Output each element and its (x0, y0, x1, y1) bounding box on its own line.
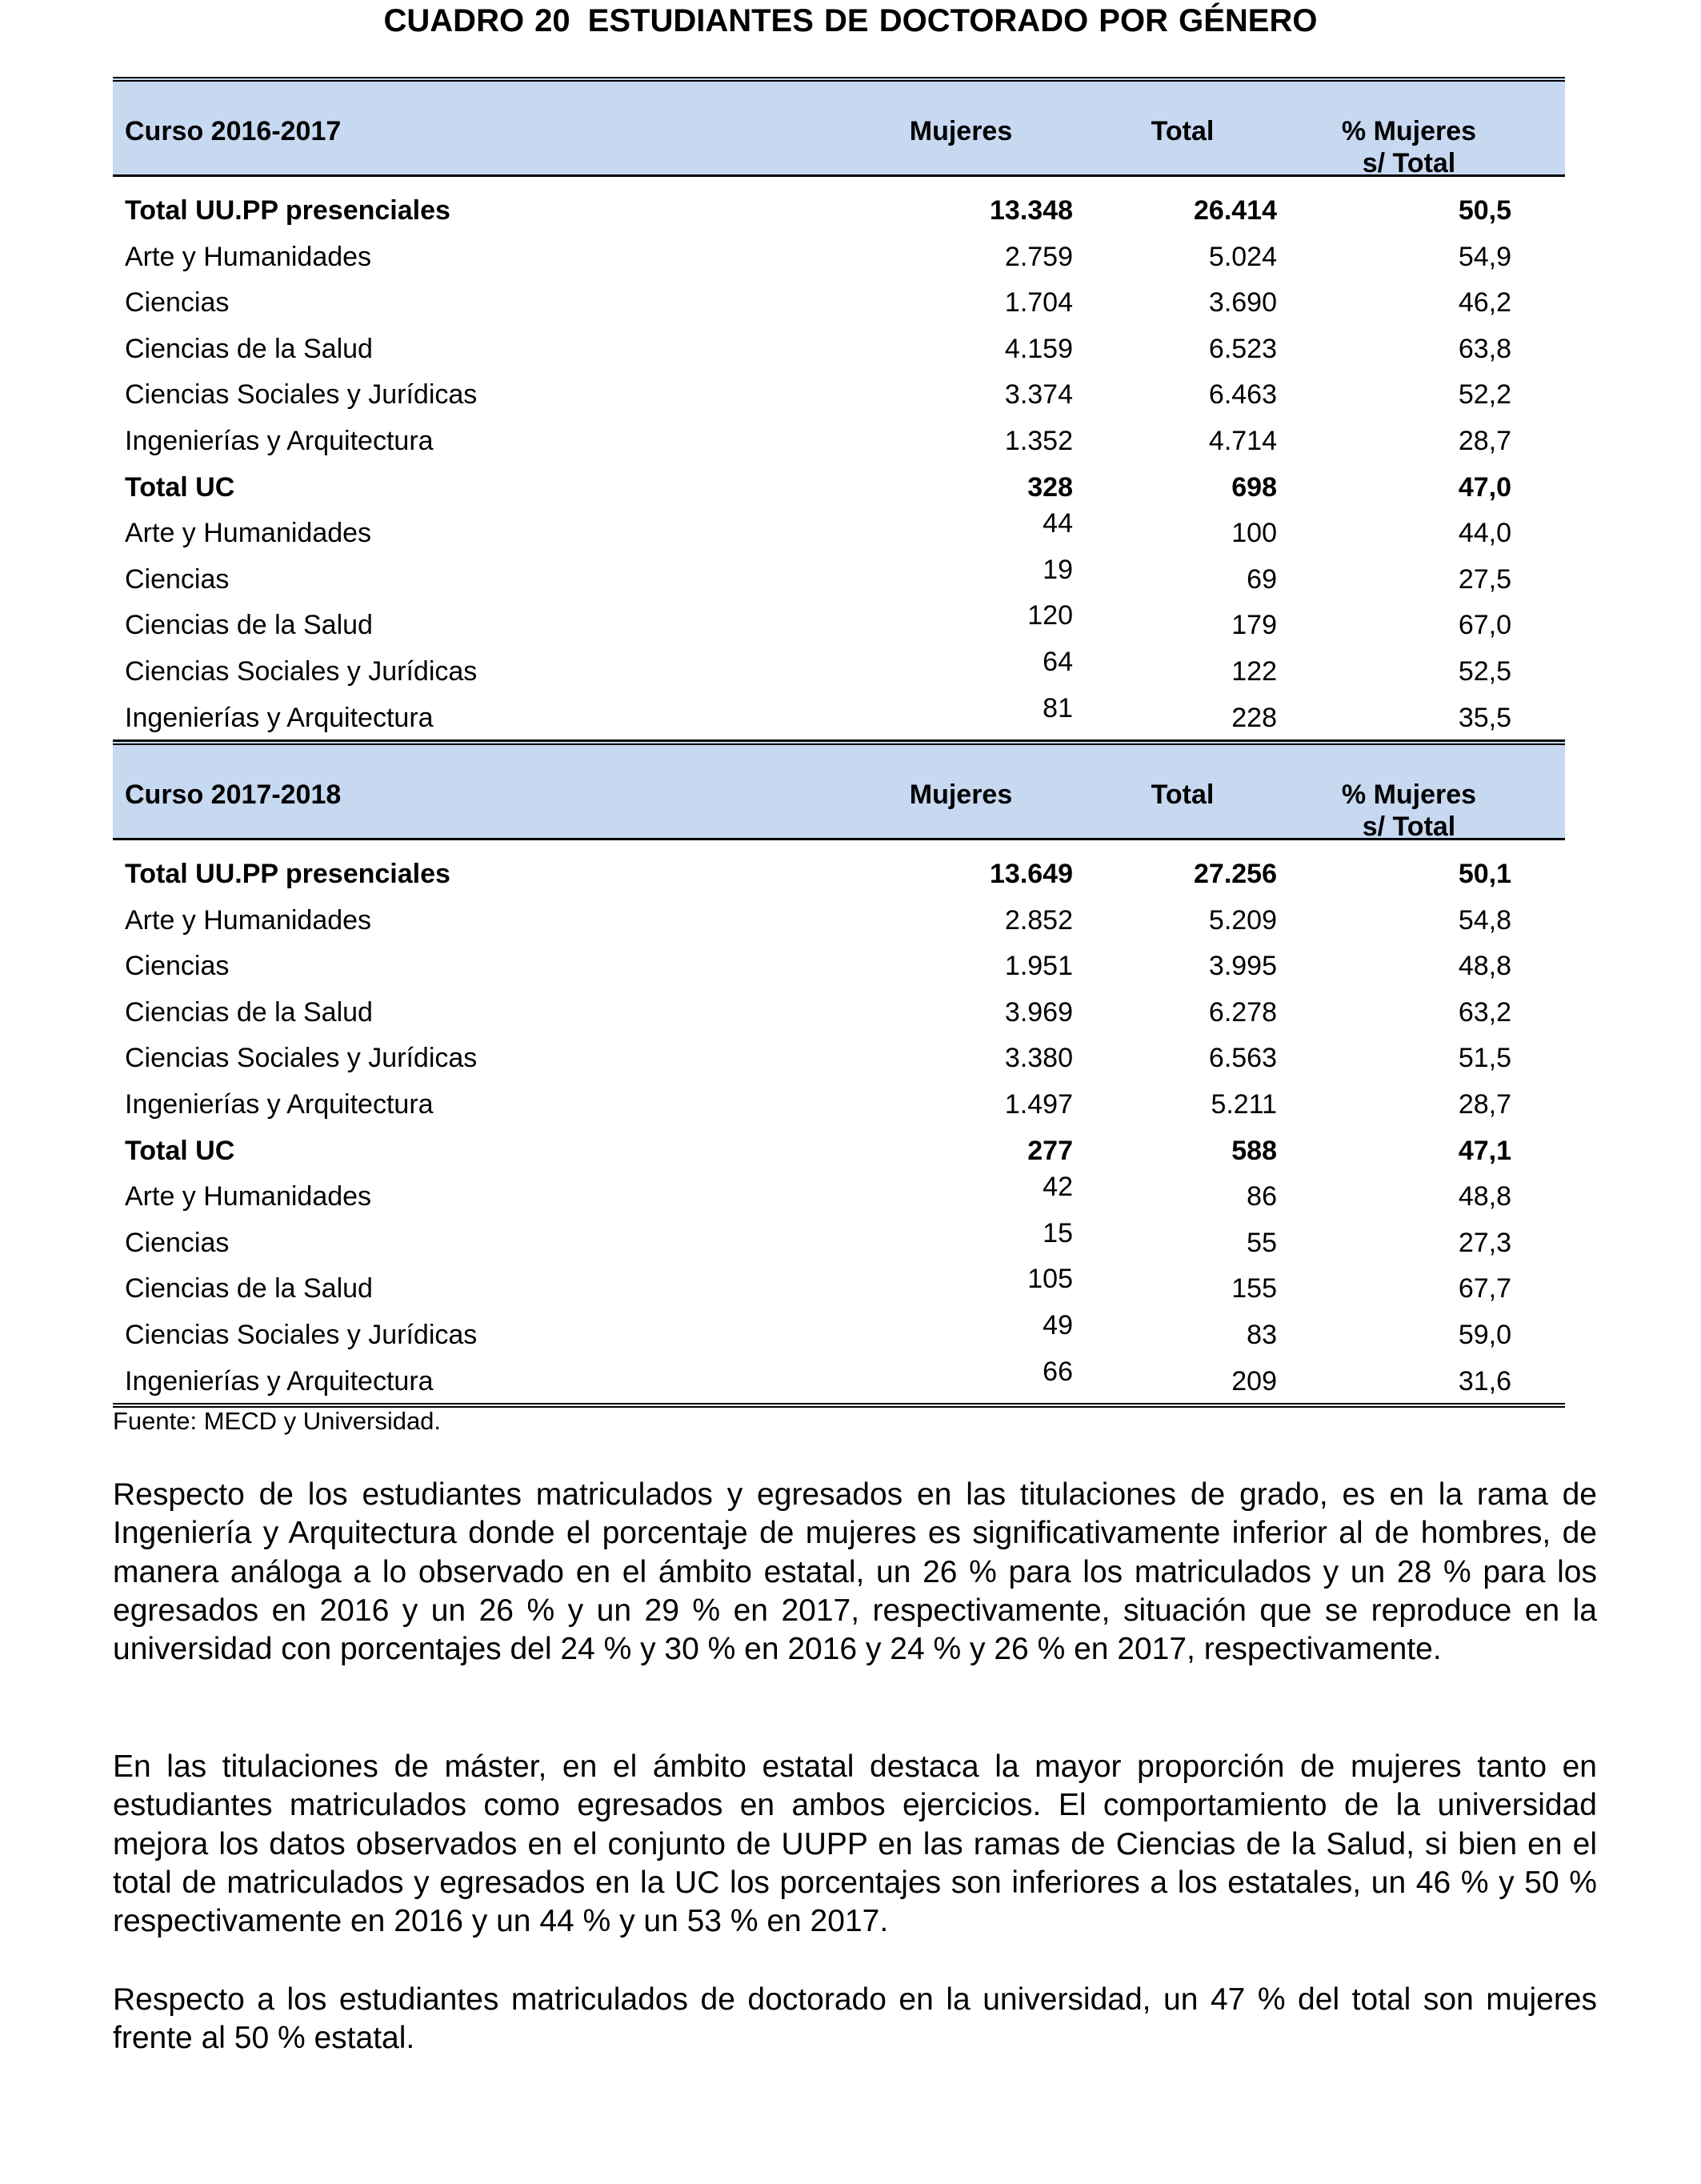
table-row: Ciencias de la Salud 105 155 67,7 (125, 1264, 1511, 1304)
header-year: Curso 2017-2018 (125, 779, 342, 810)
table-row: Ciencias 15 55 27,3 (125, 1217, 1511, 1258)
table-row: Arte y Humanidades 44 100 44,0 (125, 508, 1511, 549)
table-source: Fuente: MECD y Universidad. (113, 1407, 442, 1435)
header-percent: % Mujeres s/ Total (1341, 779, 1477, 842)
table-body (113, 840, 1565, 1408)
paragraph: En las titulaciones de máster, en el ámbito estatal destaca la mayor proporción de mujeres tanto en estudiantes matriculados como egresados en ambos ejercicios. El comportamiento de la universidad mejora los datos observados en el conjunto de UUPP en las ramas de Ciencias de la Salud, si bien en el total de matriculados y egresados en la UC los porcentajes son inferiores a los estatales, un 46 % y 50 % respectivamente en 2016 y un 44 % y un 53 % en 2017. (113, 1749, 1597, 1939)
table-row: Ingenierías y Arquitectura 1.352 4.714 28,7 (125, 425, 1511, 456)
table-row: Ciencias 1.951 3.995 48,8 (125, 951, 1511, 982)
header-total: Total (1151, 779, 1215, 810)
table-row: Ingenierías y Arquitectura 66 209 31,6 (125, 1356, 1511, 1397)
table-row: Ciencias de la Salud 4.159 6.523 63,8 (125, 333, 1511, 364)
table-title-text: ESTUDIANTES DE DOCTORADO POR GÉNERO (587, 3, 1318, 38)
table-row: Total UU.PP presenciales 13.348 26.414 50,5 (125, 195, 1511, 226)
header-mujeres: Mujeres (909, 779, 1013, 810)
header-total: Total (1151, 116, 1215, 146)
header-year: Curso 2016-2017 (125, 116, 342, 146)
table-row: Total UC 277 588 47,1 (125, 1135, 1511, 1166)
table-row: Ciencias de la Salud 3.969 6.278 63,2 (125, 996, 1511, 1028)
table-body (113, 177, 1565, 744)
table-row: Total UU.PP presenciales 13.649 27.256 50,1 (125, 859, 1511, 889)
paragraph: Respecto de los estudiantes matriculados y egresados en las titulaciones de grado, es en la rama de Ingeniería y Arquitectura donde el porcentaje de mujeres es significativamente inferior al de hombres, de manera análoga a lo observado en el ámbito estatal, un 26 % para los matriculados y un 28 % para los egresados en 2016 y un 26 % y un 29 % en 2017, respectivamente, situación que se reproduce en la universidad con porcentajes del 24 % y 30 % en 2016 y 24 % y 26 % en 2017, respectivamente. (113, 1477, 1597, 1667)
table-row: Arte y Humanidades 42 86 48,8 (125, 1172, 1511, 1212)
table-header (113, 77, 1565, 177)
table-row: Ingenierías y Arquitectura 81 228 35,5 (125, 692, 1511, 733)
table-row: Total UC 328 698 47,0 (125, 471, 1511, 503)
table-header (113, 740, 1565, 840)
table-title (0, 0, 1701, 42)
table-row: Ciencias 19 69 27,5 (125, 554, 1511, 595)
table-row: Ciencias Sociales y Jurídicas 3.374 6.463 52,2 (125, 379, 1511, 411)
table-2017-2018 (113, 740, 1565, 1408)
table-row: Ciencias 1.704 3.690 46,2 (125, 287, 1511, 319)
table-number: CUADRO 20 (383, 3, 570, 38)
table-row: Ciencias de la Salud 120 179 67,0 (125, 600, 1511, 641)
table-2016-2017 (113, 77, 1565, 744)
table-row: Ciencias Sociales y Jurídicas 64 122 52,5 (125, 646, 1511, 687)
header-percent: % Mujeres s/ Total (1341, 116, 1477, 178)
table-row: Ciencias Sociales y Jurídicas 49 83 59,0 (125, 1309, 1511, 1350)
paragraph: Respecto a los estudiantes matriculados de doctorado en la universidad, un 47 % del total son mujeres frente al 50 % estatal. (113, 1982, 1597, 2056)
table-row: Ciencias Sociales y Jurídicas 3.380 6.563 51,5 (125, 1043, 1511, 1074)
table-row: Ingenierías y Arquitectura 1.497 5.211 28,7 (125, 1088, 1511, 1120)
header-mujeres: Mujeres (909, 116, 1013, 146)
table-row: Arte y Humanidades 2.759 5.024 54,9 (125, 241, 1511, 272)
table-row: Arte y Humanidades 2.852 5.209 54,8 (125, 904, 1511, 936)
